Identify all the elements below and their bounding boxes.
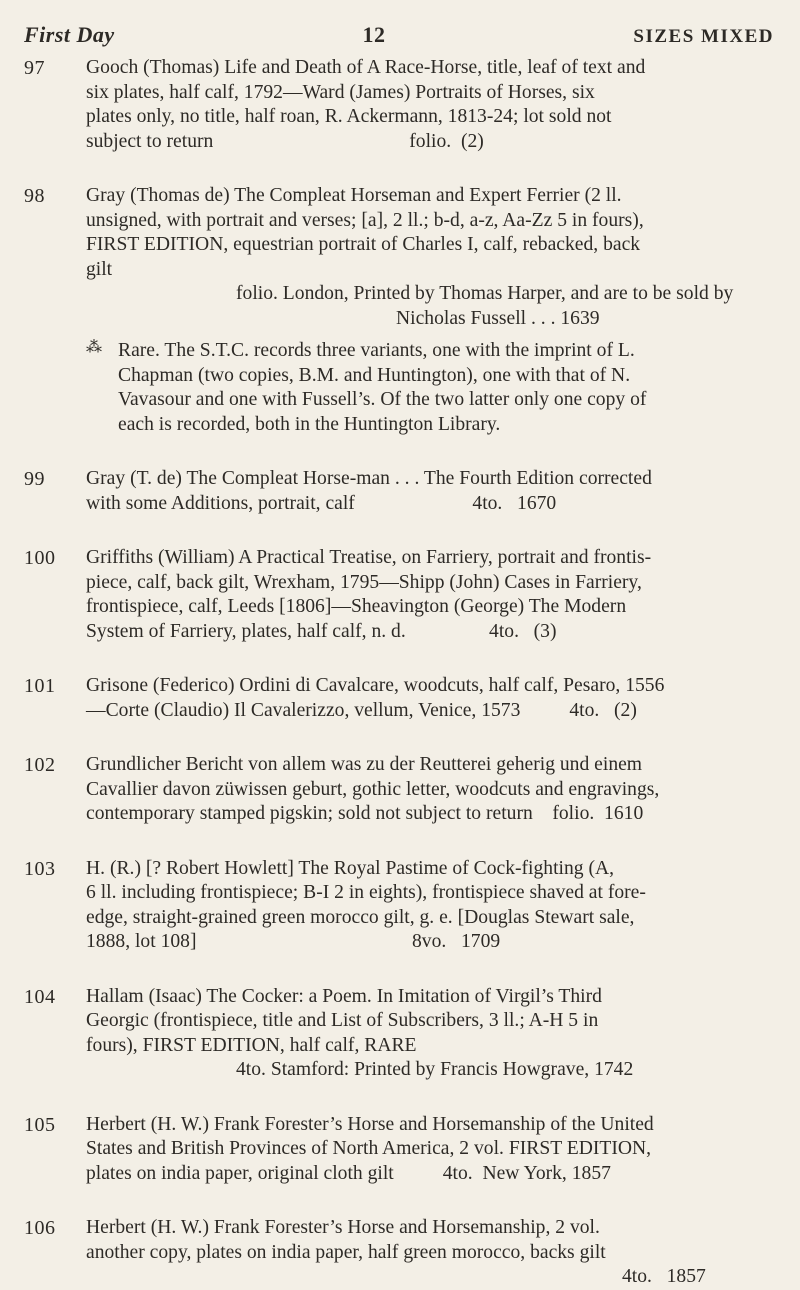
- lot-number: 100: [24, 547, 56, 569]
- lot-line: FIRST EDITION, equestrian portrait of Charles I, calf, rebacked, back: [86, 234, 641, 255]
- lot-line: with some Additions, portrait, calf 4to. 1670: [86, 492, 557, 514]
- lot-description: [86, 857, 774, 955]
- lot-entry: [24, 857, 774, 955]
- lot-line: 4to. 1857: [622, 1266, 706, 1287]
- lot-entry: [24, 753, 774, 827]
- lot-line: States and British Provinces of North America, 2 vol. FIRST EDITION,: [86, 1138, 652, 1159]
- lot-number: 104: [24, 985, 56, 1008]
- lot-line: edge, straight-grained green morocco gilt, g. e. [Douglas Stewart sale,: [86, 906, 635, 928]
- lot-line: fours), FIRST EDITION, half calf, RARE: [86, 1034, 417, 1056]
- lot-description: [86, 56, 774, 154]
- lot-number: 102: [24, 754, 56, 776]
- lot-description: [86, 184, 774, 437]
- lot-line: 4to. Stamford: Printed by Francis Howgrave, 1742: [236, 1059, 634, 1080]
- lot-line: Gooch (Thomas) Life and Death of A Race-Horse, title, leaf of text and: [86, 57, 646, 78]
- lot-line: Georgic (frontispiece, title and List of Subscribers, 3 ll.; A-H 5 in: [86, 1010, 599, 1031]
- lot-line: Griffiths (William) A Practical Treatise, on Farriery, portrait and frontis-: [86, 547, 652, 568]
- lot-description: [86, 467, 774, 516]
- lot-description: [86, 985, 774, 1083]
- lot-line: —Corte (Claudio) Il Cavalerizzo, vellum, Venice, 1573 4to. (2): [86, 699, 637, 721]
- running-head: [24, 22, 774, 48]
- lot-line: another copy, plates on india paper, half green morocco, backs gilt: [86, 1241, 606, 1263]
- lot-description: [86, 753, 774, 827]
- lot-line: Herbert (H. W.) Frank Forester’s Horse and Horsemanship, 2 vol.: [86, 1217, 600, 1238]
- lot-line: Gray (T. de) The Compleat Horse-man . . . The Fourth Edition corrected: [86, 468, 652, 489]
- lot-number: 97: [24, 57, 45, 79]
- lot-description: [86, 1216, 774, 1290]
- note-line: Vavasour and one with Fussell’s. Of the two latter only one copy of: [118, 389, 647, 410]
- lot-line: unsigned, with portrait and verses; [a], 2 ll.; b-d, a-z, Aa-Zz 5 in fours),: [86, 209, 644, 231]
- lot-line: contemporary stamped pigskin; sold not subject to return folio. 1610: [86, 803, 644, 824]
- lot-entry: [24, 674, 774, 723]
- page-number: 12: [362, 22, 386, 47]
- lot-line: Nicholas Fussell . . . 1639: [396, 307, 600, 329]
- note-line: each is recorded, both in the Huntington Library.: [118, 413, 501, 435]
- lot-entry: [24, 184, 774, 437]
- lot-line: Grisone (Federico) Ordini di Cavalcare, woodcuts, half calf, Pesaro, 1556: [86, 675, 665, 696]
- lot-line: H. (R.) [? Robert Howlett] The Royal Pastime of Cock-fighting (A,: [86, 857, 615, 879]
- lot-note: [86, 339, 774, 437]
- lot-line: Gray (Thomas de) The Compleat Horseman and Expert Ferrier (2 ll.: [86, 185, 622, 206]
- lot-number: 101: [24, 675, 56, 697]
- lot-entry: [24, 1216, 774, 1290]
- lot-line: gilt: [86, 258, 113, 280]
- note-line: Chapman (two copies, B.M. and Huntington), one with that of N.: [118, 364, 631, 386]
- lot-line: Hallam (Isaac) The Cocker: a Poem. In Imitation of Virgil’s Third: [86, 985, 602, 1007]
- lot-entry: [24, 546, 774, 644]
- lot-description: [86, 1113, 774, 1187]
- lot-number: 105: [24, 1113, 56, 1136]
- lot-description: [86, 546, 774, 644]
- note-line: [86, 339, 774, 364]
- lot-number: 106: [24, 1217, 56, 1239]
- lot-line: six plates, half calf, 1792—Ward (James) Portraits of Horses, six: [86, 81, 595, 103]
- lot-description: [86, 674, 774, 723]
- lot-line: System of Farriery, plates, half calf, n. d. 4to. (3): [86, 620, 557, 642]
- lot-number: 103: [24, 857, 56, 880]
- lot-line: Herbert (H. W.) Frank Forester’s Horse and Horsemanship of the United: [86, 1113, 654, 1135]
- running-head-left: First Day: [24, 22, 115, 47]
- lot-line: Grundlicher Bericht von allem was zu der Reutterei geherig und einem: [86, 754, 643, 775]
- lot-entry: [24, 985, 774, 1083]
- running-head-right: SIZES MIXED: [633, 26, 774, 47]
- lot-line: subject to return folio. (2): [86, 130, 484, 152]
- lot-line: folio. London, Printed by Thomas Harper, and are to be sold by: [236, 283, 734, 304]
- lot-line: 6 ll. including frontispiece; B-I 2 in eights), frontispiece shaved at fore-: [86, 882, 646, 903]
- lot-number: 99: [24, 468, 45, 490]
- lot-entry: [24, 56, 774, 154]
- lot-line: plates on india paper, original cloth gilt 4to. New York, 1857: [86, 1162, 611, 1184]
- asterisk-mark: ⁂: [86, 339, 102, 356]
- lot-line: Cavallier davon züwissen geburt, gothic letter, woodcuts and engravings,: [86, 778, 660, 800]
- lot-line: frontispiece, calf, Leeds [1806]—Sheavington (George) The Modern: [86, 596, 627, 617]
- lot-number: 98: [24, 185, 45, 207]
- lot-entry: [24, 467, 774, 516]
- note-text: Rare. The S.T.C. records three variants, one with the imprint of L.: [118, 340, 635, 361]
- lot-line: plates only, no title, half roan, R. Ackermann, 1813-24; lot sold not: [86, 106, 612, 127]
- lot-entry: [24, 1113, 774, 1187]
- lot-line: 1888, lot 108] 8vo. 1709: [86, 931, 501, 952]
- lot-line: piece, calf, back gilt, Wrexham, 1795—Shipp (John) Cases in Farriery,: [86, 571, 642, 593]
